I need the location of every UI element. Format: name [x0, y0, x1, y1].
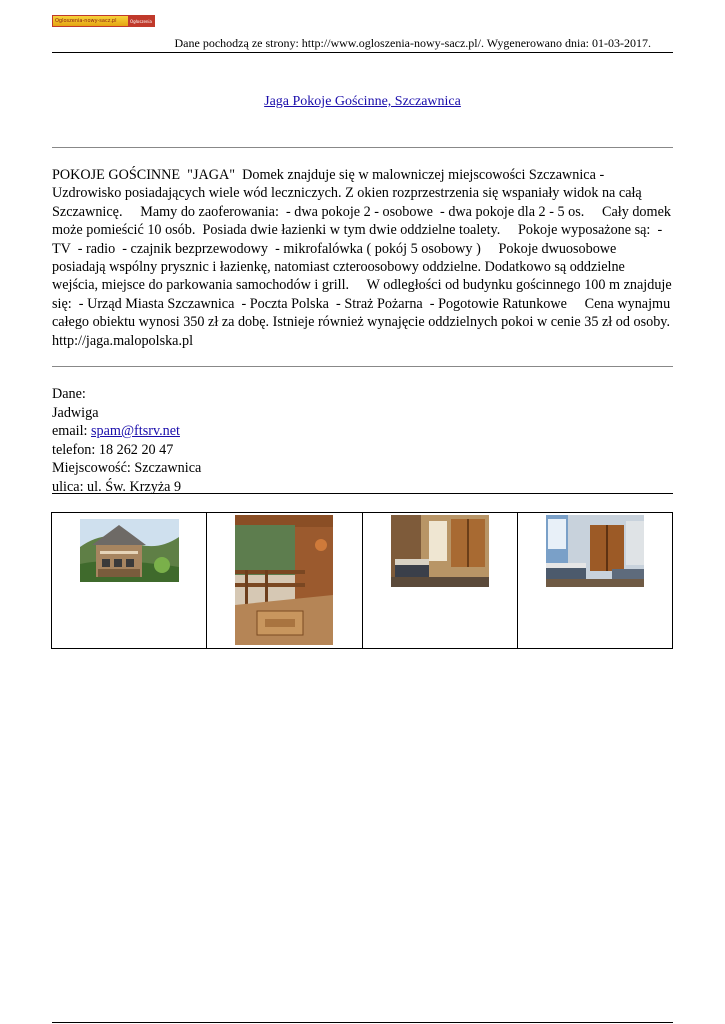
- gallery-cell: [207, 513, 362, 648]
- contact-city: Miejscowość: Szczawnica: [52, 460, 202, 477]
- contact-phone: telefon: 18 262 20 47: [52, 441, 174, 458]
- contact-email-row: [52, 422, 201, 441]
- logo-text: Ogloszenia-nowy-sacz.pl: [55, 18, 117, 24]
- footer-divider: [52, 1022, 673, 1023]
- wooden-porch-photo[interactable]: [235, 515, 333, 645]
- contact-heading: Dane:: [52, 386, 86, 402]
- contact-street: ulica: ul. Św. Krzyża 9: [52, 478, 182, 495]
- header-divider: [52, 52, 673, 53]
- listing-description: POKOJE GOŚCINNE "JAGA" Domek znajduje się w malowniczej miejscowości Szczawnica - Uzdrowisko posiadających wiele wód leczniczych. Z okien rozprzestrzenia się wspaniały widok na całą Szczawnicę. Mamy do zaoferowania: - dwa pokoje 2 - osobowe - dwa pokoje dla 2 - 5 os. Cały domek może pomieścić 10 osób. Posiada dwie łazienki w tym dwie oddzielne toalety. Pokoje wyposażone są: - TV - radio - czajnik bezprzewodowy - mikrofalówka ( pokój 5 osobowy ) Pokoje dwuosobowe posiadają wspólny prysznic i łazienkę, natomiast czteroosobowy oddzielne. Dodatkowo są oddzielne wejścia, miejsce do parkowania samochodów i grill. W odległości od budynku gościnnego 100 m znajduje się: - Urząd Miasta Szczawnica - Poczta Polska - Straż Pożarna - Pogotowie Ratunkowe Cena wynajmu całego obiektu wynosi 350 zł za dobę. Istnieje również wynajęcie oddzielnych pokoi w cenie 35 zł od osoby. http://jaga.malopolska.pl: [52, 167, 678, 349]
- room-interior-photo[interactable]: [391, 515, 489, 587]
- title-divider: [52, 147, 673, 148]
- photo-gallery: [51, 512, 673, 649]
- email-label: email:: [52, 423, 92, 440]
- contact-name: Jadwiga: [52, 404, 99, 421]
- gallery-cell: [52, 513, 207, 648]
- bedroom-photo[interactable]: [546, 515, 644, 587]
- logo-badge: Ogłoszenia: [128, 16, 154, 26]
- email-link[interactable]: spam@ftsrv.net: [91, 423, 180, 440]
- description-divider: [52, 366, 673, 367]
- contact-divider: [52, 493, 673, 494]
- contact-block: [52, 385, 201, 497]
- gallery-cell: [518, 513, 672, 648]
- site-logo[interactable]: [52, 15, 155, 27]
- house-exterior-photo[interactable]: [80, 519, 179, 582]
- listing-title-link[interactable]: Jaga Pokoje Gościnne, Szczawnica: [264, 94, 461, 109]
- source-line: Dane pochodzą ze strony: http://www.ogloszenia-nowy-sacz.pl/. Wygenerowano dnia: 01-03-2017.: [174, 36, 651, 50]
- gallery-cell: [363, 513, 518, 648]
